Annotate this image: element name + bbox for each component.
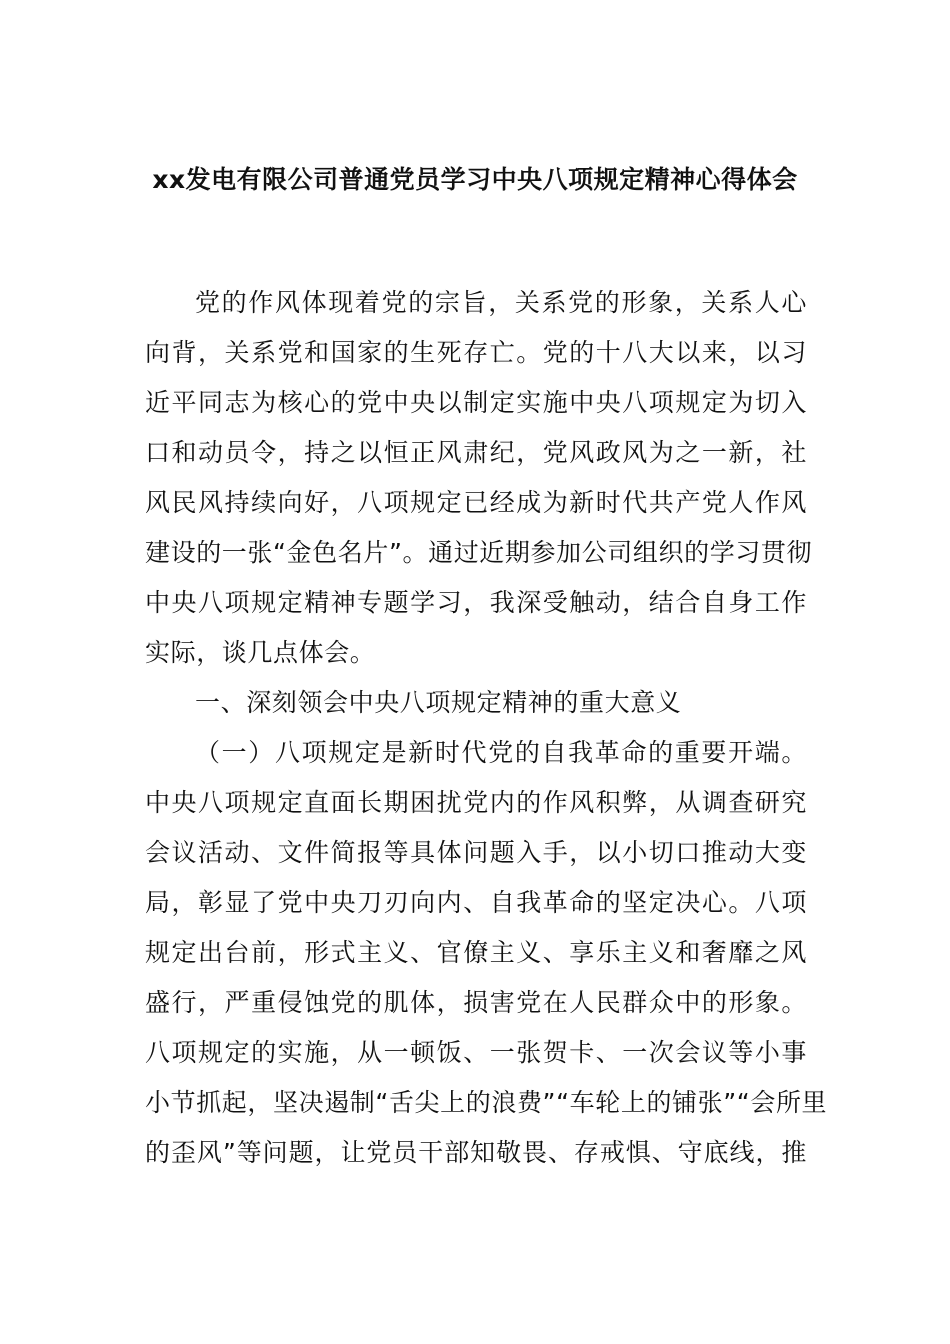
paragraph-line: 建设的一张“金色名片”。通过近期参加公司组织的学习贯彻 <box>145 538 813 567</box>
paragraph-line: 小节抓起，坚决遏制“舌尖上的浪费”“车轮上的铺张”“会所里 <box>145 1088 828 1117</box>
paragraph-line: 口和动员令，持之以恒正风肃纪，党风政风为之一新，社 <box>145 438 807 467</box>
paragraph-line: 盛行，严重侵蚀党的肌体，损害党在人民群众中的形象。 <box>145 988 807 1017</box>
paragraph-line: 中央八项规定直面长期困扰党内的作风积弊，从调查研究 <box>145 788 807 817</box>
paragraph-line: 向背，关系党和国家的生死存亡。党的十八大以来，以习 <box>145 338 807 367</box>
document-body <box>145 278 828 1178</box>
paragraph-line: 八项规定的实施，从一顿饭、一张贺卡、一次会议等小事 <box>145 1038 807 1067</box>
paragraph-line: 风民风持续向好，八项规定已经成为新时代共产党人作风 <box>145 488 807 517</box>
document-title: xx发电有限公司普通党员学习中央八项规定精神心得体会 <box>152 165 798 194</box>
section-heading: 一、深刻领会中央八项规定精神的重大意义 <box>195 688 682 717</box>
paragraph-line: 会议活动、文件简报等具体问题入手，以小切口推动大变 <box>145 838 807 867</box>
paragraph-line: 实际，谈几点体会。 <box>145 638 376 667</box>
paragraph-line: 近平同志为核心的党中央以制定实施中央八项规定为切入 <box>145 388 807 417</box>
subsection-heading-line: （一）八项规定是新时代党的自我革命的重要开端。 <box>195 738 807 767</box>
paragraph-line: 的歪风”等问题，让党员干部知敬畏、存戒惧、守底线，推 <box>145 1138 807 1167</box>
paragraph-line: 规定出台前，形式主义、官僚主义、享乐主义和奢靡之风 <box>145 938 807 967</box>
paragraph-line: 党的作风体现着党的宗旨，关系党的形象，关系人心 <box>195 288 807 317</box>
paragraph-line: 中央八项规定精神专题学习，我深受触动，结合自身工作 <box>145 588 807 617</box>
paragraph-line: 局，彰显了党中央刀刃向内、自我革命的坚定决心。八项 <box>145 888 807 917</box>
